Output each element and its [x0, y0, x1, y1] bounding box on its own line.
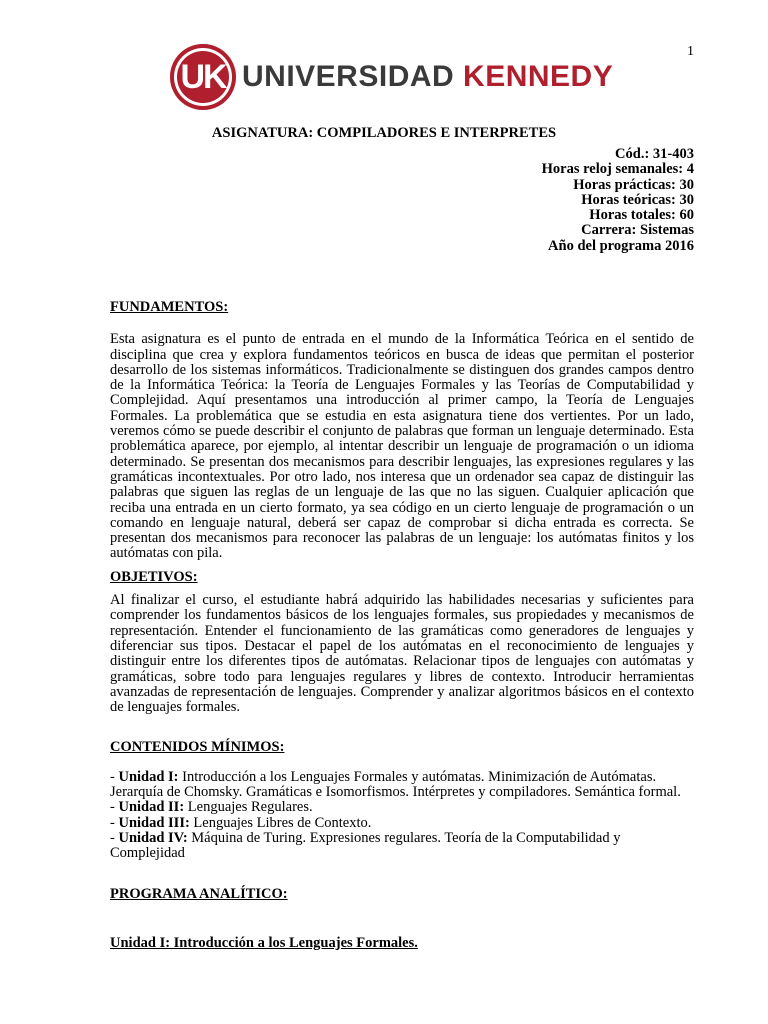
- document-body: [110, 300, 694, 951]
- logo-name-part2: KENNEDY: [463, 60, 614, 93]
- contenidos-unit-3: - Unidad III: Lenguajes Libres de Contexto.: [110, 814, 372, 831]
- contenidos-unit-1: - Unidad I: Introducción a los Lenguajes Formales y autómatas. Minimización de Autómatas.: [110, 768, 657, 785]
- fundamentos-heading: FUNDAMENTOS:: [110, 299, 229, 315]
- meta-weekly-hours: Horas reloj semanales: 4: [541, 161, 694, 178]
- objetivos-text: Al finalizar el curso, el estudiante habrá adquirido las habilidades necesarias y suficientes para comprender los fundamentos básicos de los lenguajes formales, sus propiedades y mecanismos de representación. Entender el funcionamiento de las gramáticas como generadores de lenguajes y diferenciar sus tipos. Destacar el papel de los autómatas en el reconocimiento de lenguajes y distinguir entre los diferentes tipos de autómatas. Relacionar tipos de lenguajes con autómatas y gramáticas, sobre todo para lenguajes regulares y libres de contexto. Introducir herramientas avanzadas de representación de lenguajes. Comprender y analizar algoritmos básicos en el contexto de lenguajes formales.: [110, 592, 694, 716]
- meta-program-year: Año del programa 2016: [548, 237, 694, 254]
- subject-title: ASIGNATURA: COMPILADORES E INTERPRETES: [211, 125, 557, 141]
- logo-circle-text: UK: [180, 57, 226, 96]
- fundamentos-text: Esta asignatura es el punto de entrada en el mundo de la Informática Teórica en el sentido de disciplina que crea y explora fundamentos teóricos en busca de ideas que permitan el posterior desarrollo de los sistemas informáticos. Tradicionalmente se distinguen dos grandes campos dentro de la Informática Teórica: la Teoría de Lenguajes Formales y las Teorías de Computabilidad y Complejidad. Aquí presentamos una introducción al primer campo, la Teoría de Lenguajes Formales. La problemática que se estudia en esta asignatura tiene dos vertientes. Por un lado, veremos cómo se puede describir el conjunto de palabras que forman un lenguaje determinado. Esta problemática aparece, por ejemplo, al intentar describir un lenguaje de programación o un idioma determinado. Se presentan dos mecanismos para describir lenguajes, las expresiones regulares y las gramáticas incontextuales. Por otro lado, nos interesa que un ordenador sea capaz de distinguir las palabras que siguen las reglas de un lenguaje de las que no las siguen. Cualquier aplicación que reciba una entrada en un cierto formato, ya sea código en un cierto lenguaje de programación o un comando en lenguaje natural, deberá ser capaz de comprobar si dicha entrada es correcta. Se presentan dos mecanismos para reconocer las palabras de un lenguaje: los autómatas finitos y los autómatas con pila.: [110, 331, 694, 562]
- meta-code: Cód.: 31-403: [615, 146, 694, 162]
- contenidos-unit-4: - Unidad IV: Máquina de Turing. Expresiones regulares. Teoría de la Computabilidad y Complejidad: [110, 829, 621, 862]
- meta-practical-hours: Horas prácticas: 30: [573, 176, 694, 193]
- objetivos-heading: OBJETIVOS:: [110, 568, 198, 585]
- meta-total-hours: Horas totales: 60: [589, 207, 694, 224]
- programa-heading: PROGRAMA ANALÍTICO:: [110, 885, 288, 902]
- contenidos-unit-2: - Unidad II: Lenguajes Regulares.: [110, 799, 313, 816]
- uk-logo-icon: [170, 44, 236, 110]
- meta-career: Carrera: Sistemas: [581, 222, 694, 239]
- contenidos-unit-1-cont: Jerarquía de Chomsky. Gramáticas e Isomorfismos. Intérpretes y compiladores. Semántica formal.: [110, 784, 681, 801]
- programa-unit1-heading: Unidad I: Introducción a los Lenguajes Formales.: [110, 934, 418, 951]
- logo-wordmark: [242, 60, 613, 94]
- page-number: 1: [687, 44, 694, 59]
- university-logo: [170, 44, 613, 110]
- course-meta: [542, 147, 694, 254]
- meta-theory-hours: Horas teóricas: 30: [581, 191, 694, 208]
- contenidos-heading: CONTENIDOS MÍNIMOS:: [110, 739, 285, 756]
- logo-name-part1: UNIVERSIDAD: [242, 60, 455, 93]
